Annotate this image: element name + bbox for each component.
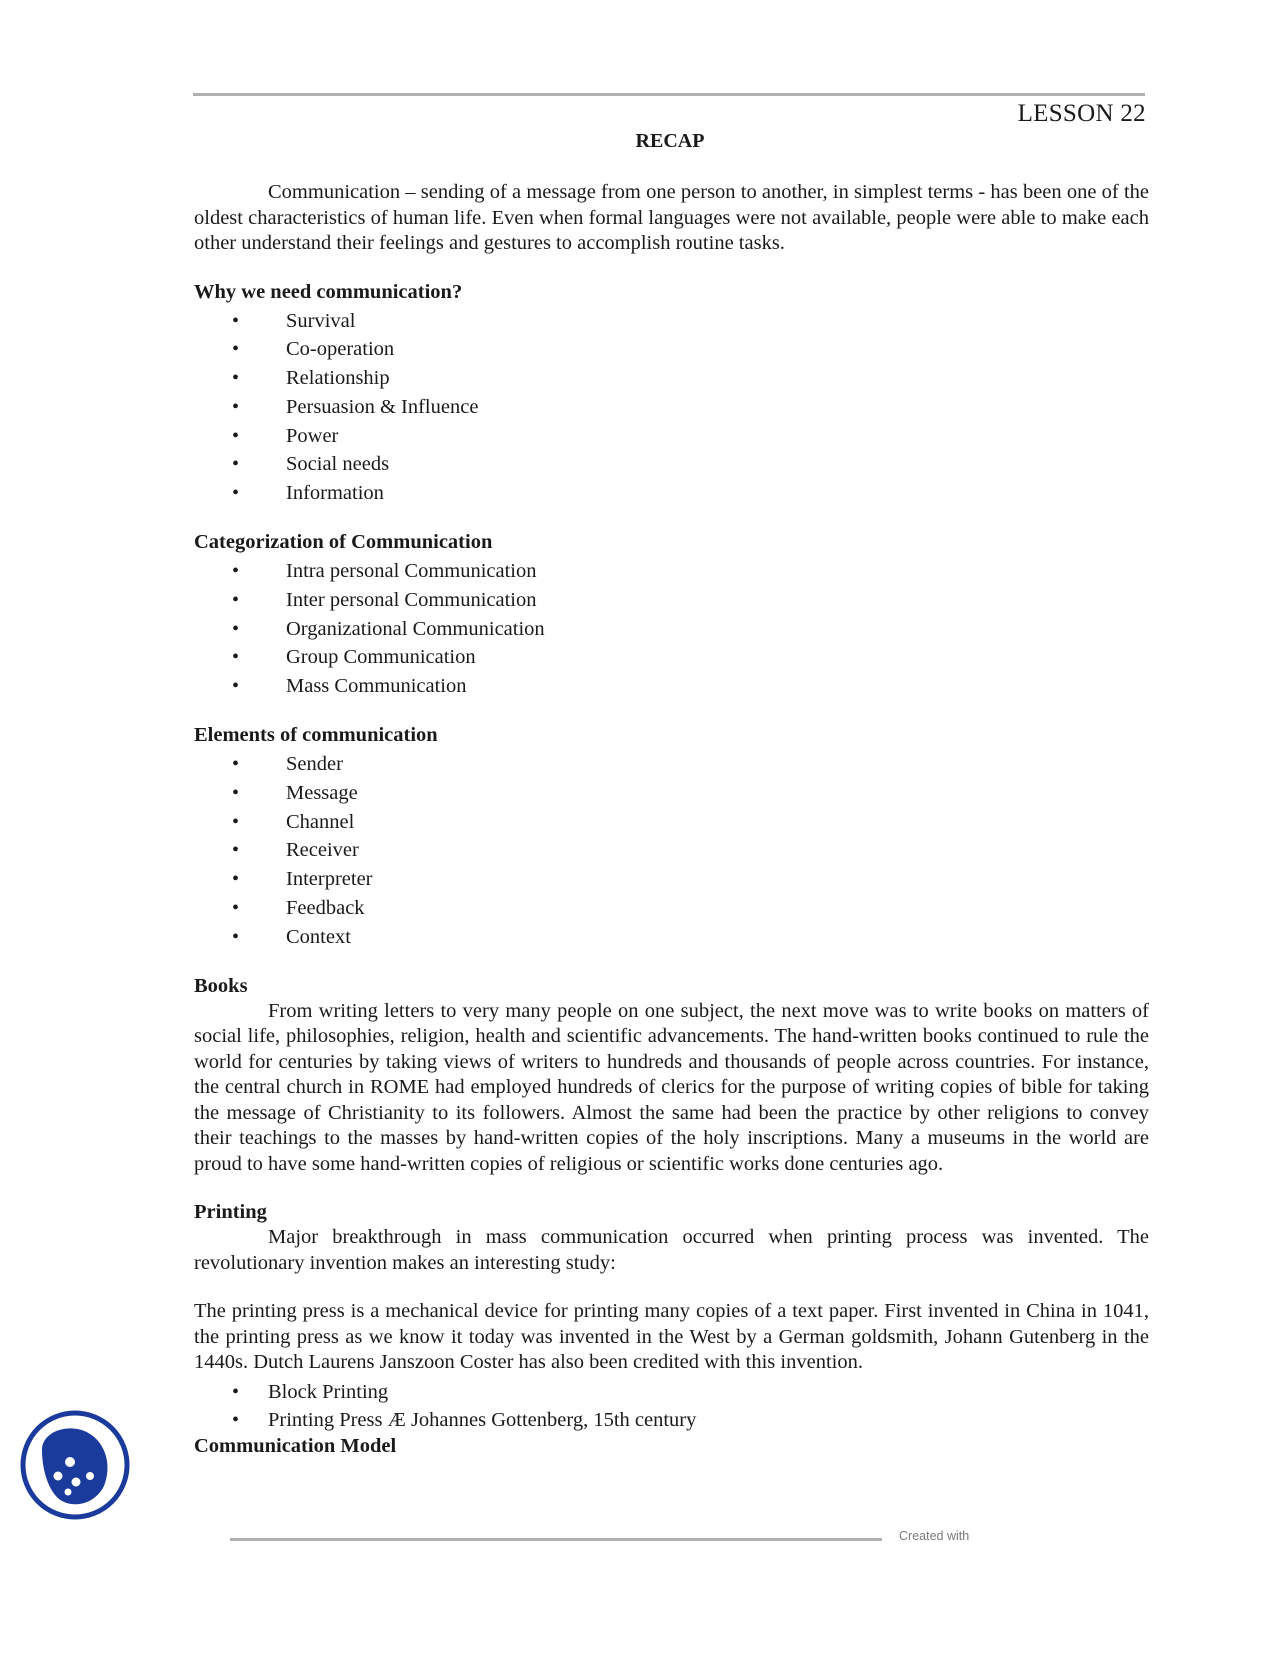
why-heading: Why we need communication? bbox=[194, 280, 463, 303]
list-item: • Group Communication bbox=[194, 643, 1149, 672]
list-item: • Persuasion & Influence bbox=[194, 393, 1149, 422]
printing-paragraph-1: Major breakthrough in mass communication occurred when printing process was invented. The revolutionary invention makes an interesting study: bbox=[194, 1226, 1149, 1274]
list-item: • Co-operation bbox=[194, 335, 1149, 364]
footer-rule bbox=[230, 1538, 882, 1541]
list-item: • Power bbox=[194, 422, 1149, 451]
categorization-list bbox=[194, 557, 1149, 701]
list-item: • Relationship bbox=[194, 364, 1149, 393]
elements-list bbox=[194, 750, 1149, 952]
list-item: • Feedback bbox=[194, 894, 1149, 923]
intro-paragraph: Communication – sending of a message from one person to another, in simplest terms - has been one of the oldest characteristics of human life. Even when formal languages were not available, people were able to make each other understand their feelings and gestures to accomplish routine tasks. bbox=[194, 181, 1149, 254]
logo-icon bbox=[20, 1410, 130, 1520]
books-heading: Books bbox=[194, 974, 248, 997]
lesson-number: LESSON 22 bbox=[1017, 100, 1146, 127]
document-body bbox=[194, 180, 1149, 1459]
list-item: • Message bbox=[194, 779, 1149, 808]
list-item: • Interpreter bbox=[194, 865, 1149, 894]
list-item: • Context bbox=[194, 923, 1149, 952]
list-item: • Channel bbox=[194, 808, 1149, 837]
header-rule bbox=[193, 93, 1145, 96]
list-item: • Receiver bbox=[194, 836, 1149, 865]
elements-heading: Elements of communication bbox=[194, 724, 438, 747]
list-item: • Inter personal Communication bbox=[194, 586, 1149, 615]
communication-model-heading: Communication Model bbox=[194, 1434, 397, 1457]
created-with-label: Created with bbox=[899, 1529, 970, 1543]
list-item: • Sender bbox=[194, 750, 1149, 779]
list-item: • Survival bbox=[194, 307, 1149, 336]
books-paragraph: From writing letters to very many people on one subject, the next move was to write books on matters of social life, philosophies, religion, health and scientific advancements. The hand-written books continued to rule the world for centuries by taking views of writers to hundreds and thousands of people across countries. For instance, the central church in ROME had employed hundreds of clerics for the purpose of writing copies of bible for taking the message of Christianity to its followers. Almost the same had been the practice by other religions to convey their teachings to the masses by hand-written copies of the holy inscriptions. Many a museums in the world are proud to have some hand-written copies of religious or scientific works done centuries ago. bbox=[194, 999, 1149, 1175]
printing-paragraph-2: The printing press is a mechanical device for printing many copies of a text paper. First invented in China in 1041, the printing press as we know it today was invented in the West by a German goldsmith, Johann Gutenberg in the 1440s. Dutch Laurens Janszoon Coster has also been credited with this invention. bbox=[194, 1300, 1149, 1374]
list-item: • Mass Communication bbox=[194, 672, 1149, 701]
list-item: • Social needs bbox=[194, 450, 1149, 479]
list-item: • Organizational Communication bbox=[194, 615, 1149, 644]
why-list bbox=[194, 307, 1149, 509]
printing-heading: Printing bbox=[194, 1201, 267, 1224]
list-item: • Information bbox=[194, 479, 1149, 508]
page-title: RECAP bbox=[635, 130, 705, 152]
printing-list bbox=[194, 1378, 1149, 1434]
list-item: • Intra personal Communication bbox=[194, 557, 1149, 586]
categorization-heading: Categorization of Communication bbox=[194, 531, 493, 554]
list-item: • Block Printing bbox=[194, 1378, 1149, 1406]
list-item: • Printing Press Æ Johannes Gottenberg, 15th century bbox=[194, 1406, 1149, 1434]
